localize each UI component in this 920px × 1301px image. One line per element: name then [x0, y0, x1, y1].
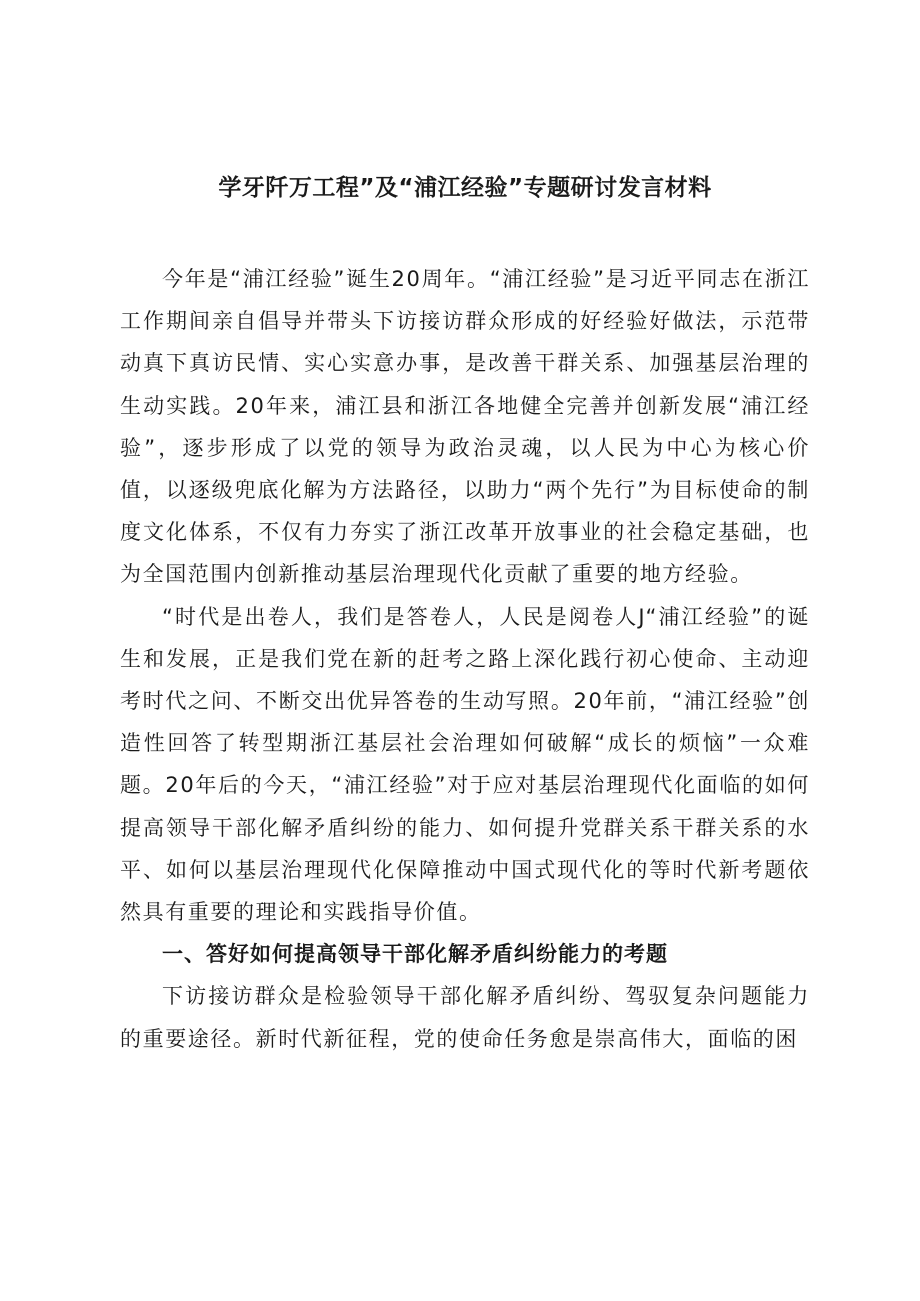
body-paragraph: “时代是出卷人，我们是答卷人，人民是阅卷人J“浦江经验”的诞生和发展，正是我们党在新的赶考之路上深化践行初心使命、主动迎考时代之问、不断交出优异答卷的生动写照。20年前，“浦江经验”创造性回答了转型期浙江基层社会治理如何破解“成长的烦恼”一众难题。20年后的今天，“浦江经验”对于应对基层治理现代化面临的如何提高领导干部化解矛盾纠纷的能力、如何提升党群关系干群关系的水平、如何以基层治理现代化保障推动中国式现代化的等时代新考题依然具有重要的理论和实践指导价值。 — [120, 604, 810, 925]
section-paragraph: 下访接访群众是检验领导干部化解矛盾纠纷、驾驭复杂问题能力的重要途径。新时代新征程，党的使命任务愈是崇高伟大，面临的困 — [120, 984, 810, 1051]
body-paragraph: 今年是“浦江经验”诞生20周年。“浦江经验”是习近平同志在浙江工作期间亲自倡导并带头下访接访群众形成的好经验好做法，示范带动真下真访民情、实心实意办事，是改善干群关系、加强基层治理的生动实践。20年来，浦江县和浙江各地健全完善并创新发展“浦江经验”，逐步形成了以党的领导为政治灵魂，以人民为中心为核心价值，以逐级兜底化解为方法路径，以助力“两个先行”为目标使命的制度文化体系，不仅有力夯实了浙江改革开放事业的社会稳定基础，也为全国范围内创新推动基层治理现代化贡献了重要的地方经验。 — [120, 267, 810, 587]
document-body — [120, 258, 810, 1060]
document-title: 学牙阡万工程”及“浦江经验”专题研讨发言材料 — [218, 175, 712, 201]
section-heading: 一、答好如何提高领导干部化解矛盾纠纷能力的考题 — [162, 942, 668, 967]
